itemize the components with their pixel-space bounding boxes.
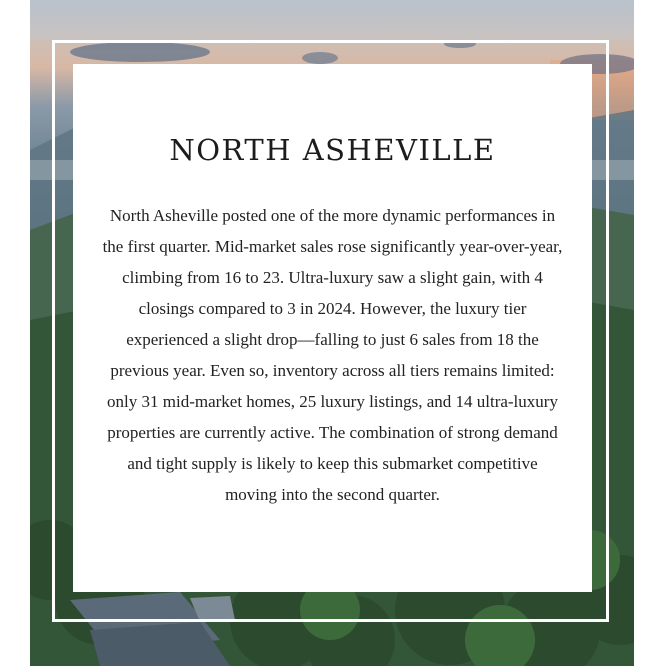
body-paragraph: North Asheville posted one of the more dynamic performances in the first quarter. Mid-market sales rose significantly year-over-year, climbing from 16 to 23. Ultra-luxury saw a slight gain, with 4 closings compared to 3 in 2024. However, the luxury tier experienced a slight drop—falling to just 6 sales from 18 the previous year. Even so, inventory across all tiers remains limited: only 31 mid-market homes, 25 luxury listings, and 14 ultra-luxury properties are currently active. The combination of strong demand and tight supply is likely to keep this submarket competitive moving into the second quarter. xyxy=(102,206,563,504)
content-card xyxy=(73,64,592,592)
page-title: NORTH ASHEVILLE xyxy=(169,133,496,167)
